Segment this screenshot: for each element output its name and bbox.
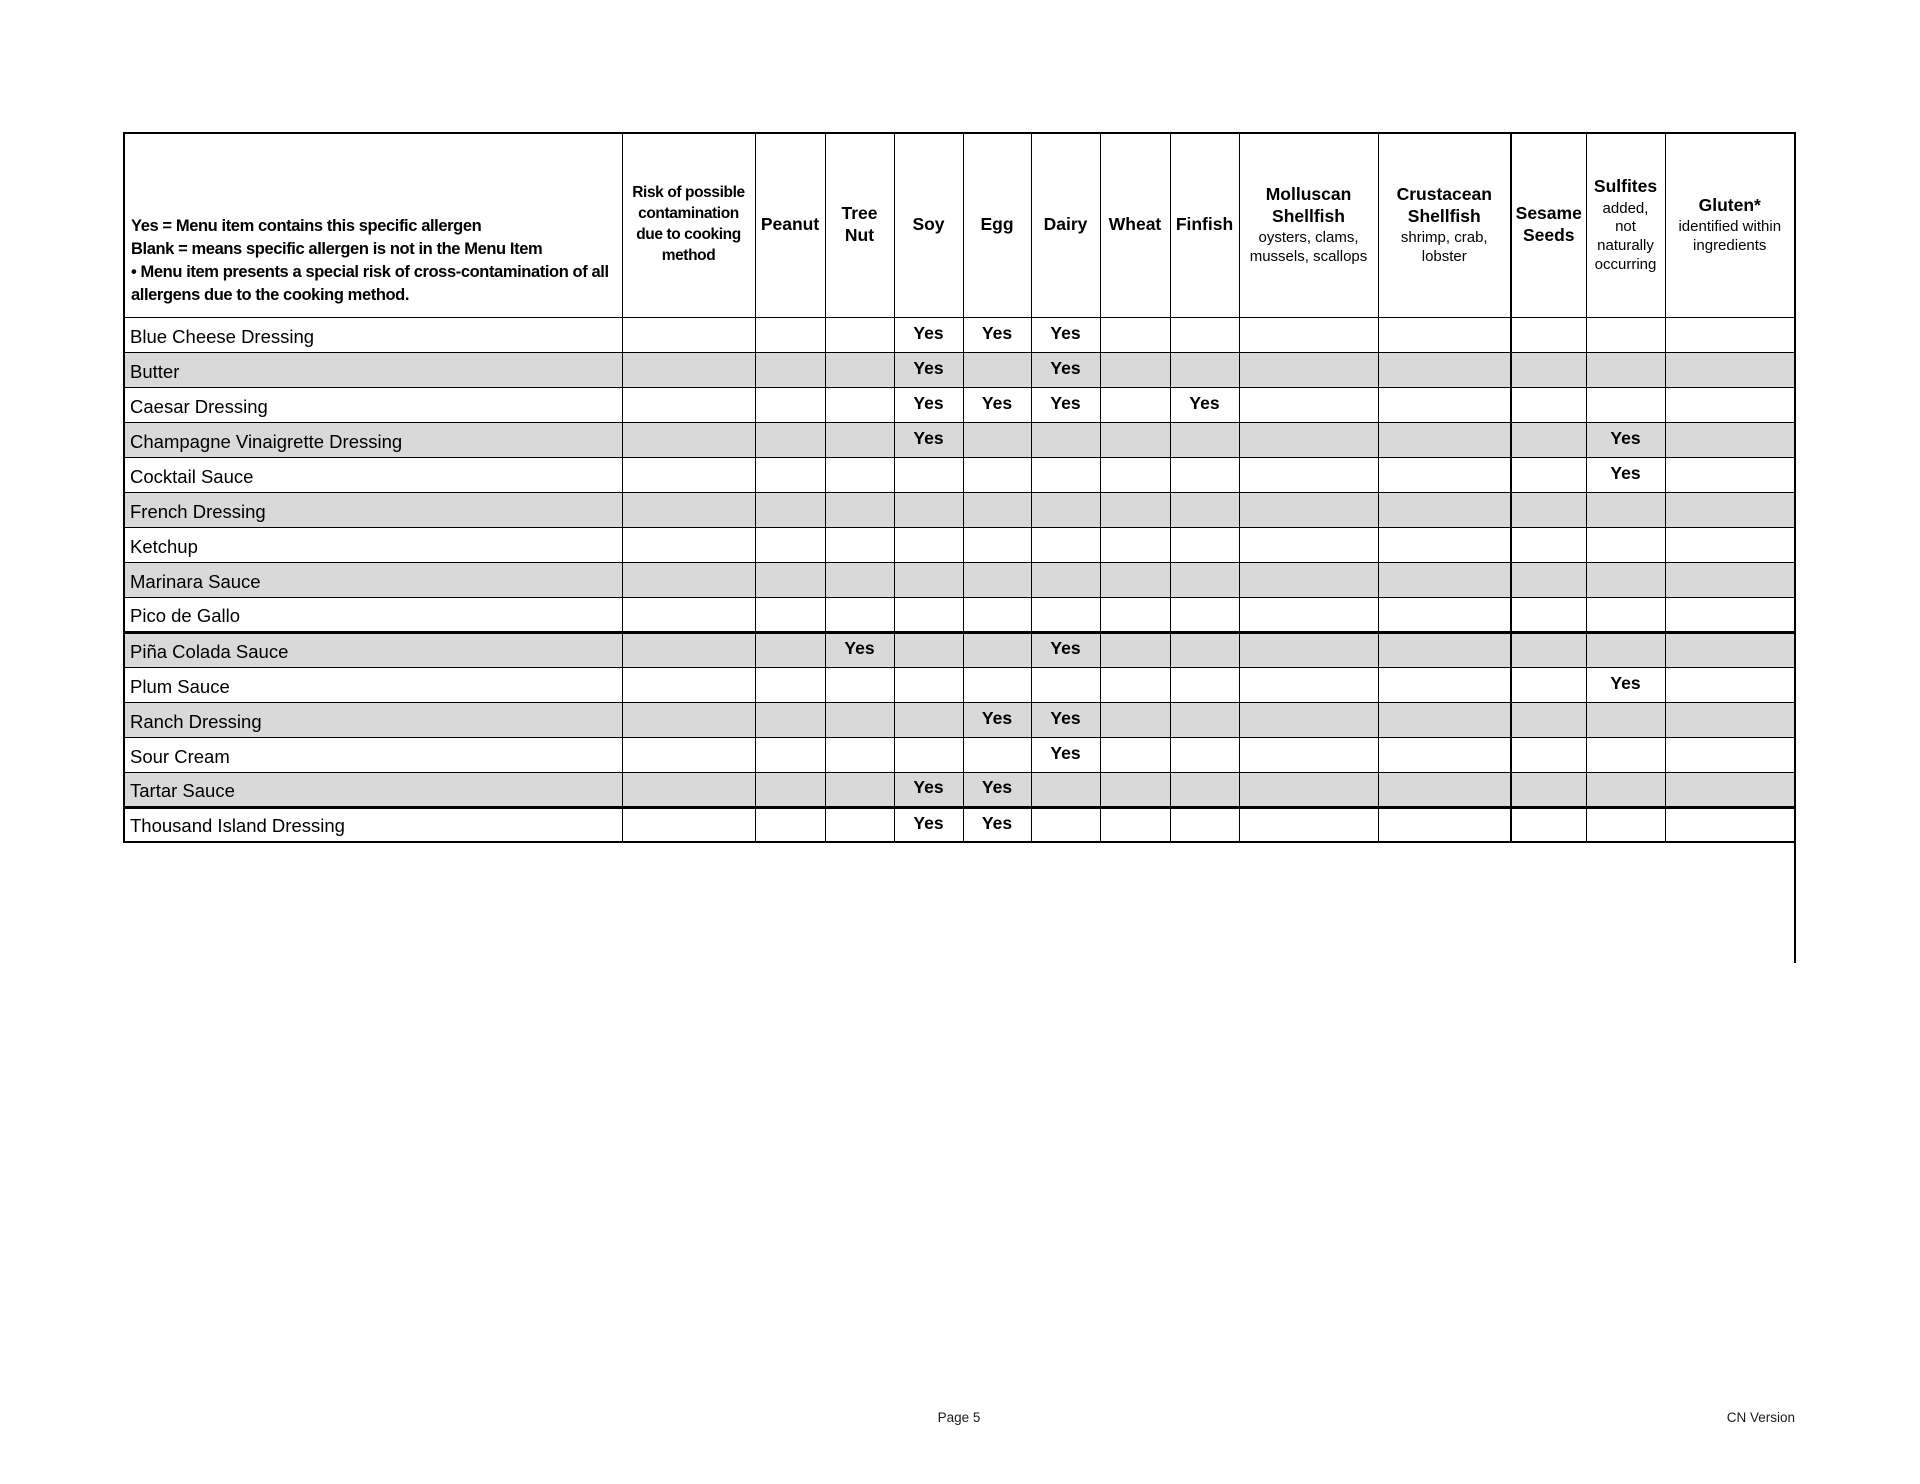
cell-risk [622,632,755,667]
legend-line-3: • Menu item presents a special risk of cross-contamination of all allergens due to the cooking method. [131,262,609,304]
cell-dairy: Yes [1031,737,1100,772]
cell-molluscan [1239,457,1378,492]
table-row [124,667,1795,702]
cell-soy: Yes [894,317,963,352]
cell-wheat [1100,562,1170,597]
cell-dairy [1031,807,1100,842]
cell-tree_nut [825,352,894,387]
cell-sesame [1511,597,1586,632]
cell-peanut [755,597,825,632]
column-header-dairy-label: Dairy [1043,214,1088,235]
cell-soy [894,632,963,667]
cell-dairy [1031,422,1100,457]
cell-crustacean [1378,597,1511,632]
cell-finfish [1170,352,1239,387]
cell-crustacean [1378,562,1511,597]
cell-gluten [1665,422,1795,457]
cell-soy: Yes [894,422,963,457]
cell-wheat [1100,737,1170,772]
cell-sesame [1511,492,1586,527]
cell-wheat [1100,317,1170,352]
cell-egg [963,352,1031,387]
menu-item-label: Caesar Dressing [124,387,622,422]
cell-gluten [1665,492,1795,527]
cell-sesame [1511,317,1586,352]
table-row [124,492,1795,527]
cell-risk [622,562,755,597]
cell-peanut [755,352,825,387]
cell-risk [622,457,755,492]
table-row [124,562,1795,597]
column-header-peanut-label: Peanut [760,214,820,235]
cell-sulfites [1586,807,1665,842]
cell-peanut [755,702,825,737]
menu-item-label: Marinara Sauce [124,562,622,597]
cell-sulfites: Yes [1586,457,1665,492]
cell-crustacean [1378,422,1511,457]
table-row [124,632,1795,667]
column-header-molluscan-shellfish [1239,133,1378,317]
cell-gluten [1665,772,1795,807]
table-row [124,737,1795,772]
menu-item-label: Ketchup [124,527,622,562]
column-header-dairy [1031,133,1100,317]
column-header-tree-nut-label: Tree Nut [841,203,878,246]
cell-soy [894,457,963,492]
cell-peanut [755,632,825,667]
cell-wheat [1100,702,1170,737]
cell-dairy [1031,457,1100,492]
column-header-crustacean-label: Crustacean Shellfish [1396,183,1492,226]
cell-risk [622,737,755,772]
table-row [124,527,1795,562]
table-row [124,387,1795,422]
menu-item-label: Pico de Gallo [124,597,622,632]
cell-egg [963,597,1031,632]
column-header-soy [894,133,963,317]
cell-wheat [1100,632,1170,667]
cell-soy [894,527,963,562]
cell-tree_nut [825,667,894,702]
cell-sulfites [1586,772,1665,807]
cell-risk [622,667,755,702]
cell-soy: Yes [894,772,963,807]
cell-risk [622,352,755,387]
cell-egg [963,632,1031,667]
menu-item-label: Tartar Sauce [124,772,622,807]
cell-sulfites [1586,562,1665,597]
cell-molluscan [1239,562,1378,597]
column-header-soy-label: Soy [912,214,945,235]
cell-sulfites [1586,527,1665,562]
cell-sesame [1511,387,1586,422]
cell-molluscan [1239,807,1378,842]
menu-item-label: Ranch Dressing [124,702,622,737]
cell-peanut [755,387,825,422]
cell-soy [894,597,963,632]
cell-dairy [1031,562,1100,597]
menu-item-label: Blue Cheese Dressing [124,317,622,352]
cell-gluten [1665,317,1795,352]
cell-gluten [1665,702,1795,737]
cell-risk [622,387,755,422]
cell-egg [963,457,1031,492]
table-row [124,702,1795,737]
cell-molluscan [1239,597,1378,632]
cell-sulfites: Yes [1586,667,1665,702]
cell-molluscan [1239,387,1378,422]
cell-risk [622,422,755,457]
table-row [124,457,1795,492]
cell-molluscan [1239,492,1378,527]
cell-crustacean [1378,352,1511,387]
cell-peanut [755,737,825,772]
menu-item-label: French Dressing [124,492,622,527]
cell-sesame [1511,632,1586,667]
cell-sulfites [1586,702,1665,737]
cell-molluscan [1239,422,1378,457]
cell-gluten [1665,562,1795,597]
cell-finfish: Yes [1170,387,1239,422]
cell-dairy [1031,597,1100,632]
cell-egg: Yes [963,387,1031,422]
cell-egg [963,667,1031,702]
menu-item-label: Cocktail Sauce [124,457,622,492]
cell-egg: Yes [963,702,1031,737]
cell-soy [894,562,963,597]
cell-sulfites [1586,317,1665,352]
cell-finfish [1170,702,1239,737]
column-header-egg [963,133,1031,317]
cell-dairy: Yes [1031,387,1100,422]
cell-crustacean [1378,492,1511,527]
cell-sesame [1511,807,1586,842]
cell-peanut [755,807,825,842]
cell-sulfites [1586,387,1665,422]
cell-crustacean [1378,737,1511,772]
cell-gluten [1665,387,1795,422]
cell-soy: Yes [894,352,963,387]
cell-finfish [1170,317,1239,352]
cell-egg: Yes [963,317,1031,352]
cell-peanut [755,457,825,492]
cell-tree_nut [825,562,894,597]
menu-item-label: Champagne Vinaigrette Dressing [124,422,622,457]
cell-tree_nut [825,807,894,842]
table-row [124,422,1795,457]
cell-crustacean [1378,387,1511,422]
table-right-border-extension [1794,842,1796,963]
cell-wheat [1100,422,1170,457]
cell-molluscan [1239,772,1378,807]
column-header-sulfites-sub: added, not naturally occurring [1594,199,1657,273]
cell-finfish [1170,632,1239,667]
cell-egg: Yes [963,807,1031,842]
cell-crustacean [1378,632,1511,667]
cell-molluscan [1239,317,1378,352]
cell-sesame [1511,737,1586,772]
cell-wheat [1100,597,1170,632]
cell-gluten [1665,737,1795,772]
cell-peanut [755,667,825,702]
cell-finfish [1170,597,1239,632]
column-header-wheat-label: Wheat [1108,214,1162,235]
cell-dairy [1031,772,1100,807]
menu-item-label: Thousand Island Dressing [124,807,622,842]
table-row [124,352,1795,387]
cell-wheat [1100,527,1170,562]
cell-molluscan [1239,632,1378,667]
menu-item-label: Piña Colada Sauce [124,632,622,667]
cell-sulfites: Yes [1586,422,1665,457]
legend-line-1: Yes = Menu item contains this specific allergen [131,217,482,236]
cell-peanut [755,422,825,457]
cell-sulfites [1586,352,1665,387]
cell-soy [894,737,963,772]
cell-sesame [1511,562,1586,597]
cell-sesame [1511,702,1586,737]
cell-gluten [1665,527,1795,562]
column-header-sulfites-label: Sulfites [1593,175,1658,196]
cell-risk [622,317,755,352]
cell-finfish [1170,807,1239,842]
cell-gluten [1665,352,1795,387]
cell-dairy [1031,527,1100,562]
cell-risk [622,807,755,842]
cell-tree_nut [825,492,894,527]
cell-molluscan [1239,737,1378,772]
legend-cell [124,133,622,317]
page-number: Page 5 [937,1410,981,1425]
menu-item-label: Sour Cream [124,737,622,772]
cell-peanut [755,317,825,352]
cell-finfish [1170,422,1239,457]
cell-crustacean [1378,317,1511,352]
cell-tree_nut [825,772,894,807]
cell-finfish [1170,737,1239,772]
cell-risk [622,772,755,807]
cell-gluten [1665,807,1795,842]
cell-gluten [1665,667,1795,702]
cell-crustacean [1378,667,1511,702]
column-header-risk-label: Risk of possible contamination due to cooking method [632,184,745,265]
cell-sulfites [1586,597,1665,632]
cell-dairy: Yes [1031,352,1100,387]
cell-soy: Yes [894,387,963,422]
cell-wheat [1100,492,1170,527]
cell-risk [622,597,755,632]
column-header-egg-label: Egg [980,214,1014,235]
cell-tree_nut [825,422,894,457]
cell-wheat [1100,457,1170,492]
cell-sesame [1511,527,1586,562]
cell-crustacean [1378,772,1511,807]
cell-tree_nut [825,457,894,492]
column-header-gluten-sub: identified within ingredients [1678,218,1782,255]
column-header-tree-nut [825,133,894,317]
cell-wheat [1100,352,1170,387]
cell-egg [963,492,1031,527]
column-header-molluscan-sub: oysters, clams, mussels, scallops [1249,229,1368,266]
page-footer [123,1410,1795,1430]
cell-tree_nut [825,597,894,632]
version-label: CN Version [1726,1410,1795,1425]
cell-risk [622,492,755,527]
cell-soy: Yes [894,807,963,842]
column-header-crustacean-sub: shrimp, crab, lobster [1400,229,1488,266]
legend-line-2: Blank = means specific allergen is not in the Menu Item [131,240,543,259]
column-header-sesame-label: Sesame Seeds [1515,203,1582,246]
cell-dairy [1031,492,1100,527]
cell-peanut [755,562,825,597]
cell-risk [622,702,755,737]
column-header-molluscan-label: Molluscan Shellfish [1265,183,1352,226]
cell-molluscan [1239,352,1378,387]
cell-finfish [1170,527,1239,562]
cell-dairy [1031,667,1100,702]
column-header-risk [622,133,755,317]
table-row [124,807,1795,842]
cell-sesame [1511,667,1586,702]
cell-sulfites [1586,737,1665,772]
column-header-peanut [755,133,825,317]
cell-crustacean [1378,807,1511,842]
cell-egg [963,737,1031,772]
column-header-gluten [1665,133,1795,317]
column-header-finfish-label: Finfish [1175,214,1234,235]
cell-tree_nut [825,702,894,737]
cell-dairy: Yes [1031,632,1100,667]
cell-wheat [1100,387,1170,422]
cell-crustacean [1378,527,1511,562]
column-header-sesame-seeds [1511,133,1586,317]
cell-wheat [1100,667,1170,702]
cell-egg [963,422,1031,457]
cell-tree_nut [825,317,894,352]
cell-finfish [1170,562,1239,597]
cell-peanut [755,772,825,807]
cell-tree_nut [825,387,894,422]
menu-item-label: Plum Sauce [124,667,622,702]
table-header-row [124,133,1795,317]
menu-item-label: Butter [124,352,622,387]
column-header-sulfites [1586,133,1665,317]
cell-molluscan [1239,667,1378,702]
table-row [124,772,1795,807]
cell-gluten [1665,632,1795,667]
column-header-crustacean-shellfish [1378,133,1511,317]
cell-sulfites [1586,632,1665,667]
table-body [124,317,1795,842]
cell-sesame [1511,457,1586,492]
cell-sesame [1511,772,1586,807]
table-row [124,317,1795,352]
cell-finfish [1170,772,1239,807]
cell-tree_nut [825,737,894,772]
cell-gluten [1665,457,1795,492]
cell-wheat [1100,807,1170,842]
cell-soy [894,492,963,527]
cell-finfish [1170,492,1239,527]
cell-sesame [1511,352,1586,387]
cell-crustacean [1378,457,1511,492]
column-header-gluten-label: Gluten* [1698,194,1761,215]
cell-molluscan [1239,702,1378,737]
cell-finfish [1170,667,1239,702]
cell-soy [894,667,963,702]
cell-tree_nut: Yes [825,632,894,667]
cell-risk [622,527,755,562]
cell-egg [963,562,1031,597]
cell-molluscan [1239,527,1378,562]
cell-tree_nut [825,527,894,562]
cell-finfish [1170,457,1239,492]
cell-sulfites [1586,492,1665,527]
cell-dairy: Yes [1031,702,1100,737]
allergen-table [123,132,1796,843]
cell-wheat [1100,772,1170,807]
table-row [124,597,1795,632]
cell-soy [894,702,963,737]
cell-egg: Yes [963,772,1031,807]
column-header-finfish [1170,133,1239,317]
cell-dairy: Yes [1031,317,1100,352]
column-header-wheat [1100,133,1170,317]
cell-sesame [1511,422,1586,457]
cell-gluten [1665,597,1795,632]
cell-egg [963,527,1031,562]
cell-peanut [755,527,825,562]
cell-peanut [755,492,825,527]
cell-crustacean [1378,702,1511,737]
